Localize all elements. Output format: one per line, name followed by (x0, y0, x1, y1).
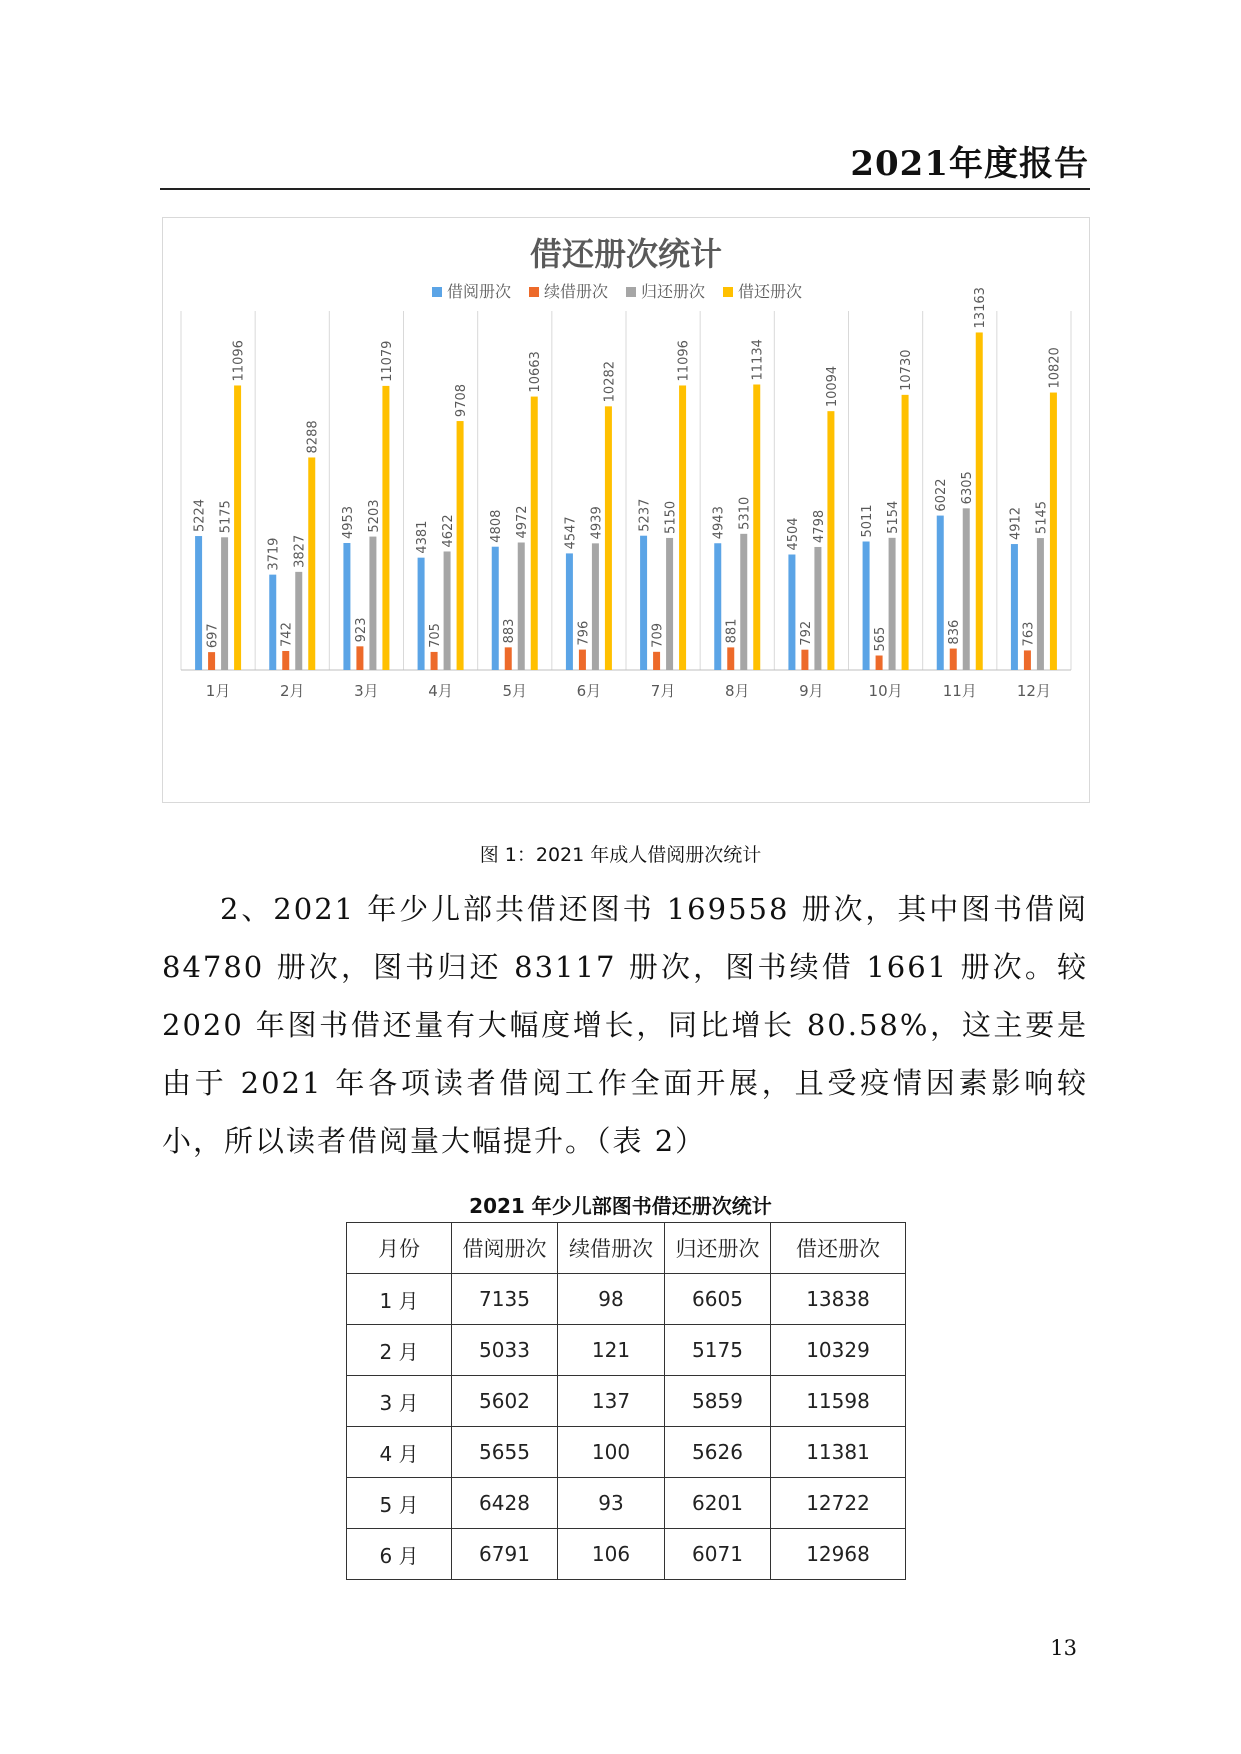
table-cell: 4 月 (347, 1427, 452, 1478)
legend-label: 续借册次 (544, 282, 609, 301)
table-row (347, 1427, 906, 1478)
data-label: 5154 (886, 500, 902, 534)
bar (343, 543, 350, 670)
bar (1024, 650, 1031, 670)
data-label: 742 (279, 622, 295, 647)
table-cell: 5 月 (347, 1478, 452, 1529)
x-tick-label: 8月 (724, 682, 750, 700)
data-label: 5237 (637, 498, 653, 532)
table-cell: 98 (558, 1274, 665, 1325)
data-label: 4912 (1008, 506, 1024, 541)
body-paragraph: 2、2021 年少儿部共借还图书 169558 册次，其中图书借阅 84780 册次，图书归还 83117 册次，图书续借 1661 册次。较 2020 年图书借还量有大幅度增长，同比增长 80.58%，这主要是由于 2021 年各项读者借阅工作全面开展，且受疫情因素影响较小，所以读者借阅量大幅提升。（表 2） (162, 892, 1088, 1158)
data-label: 4381 (415, 520, 431, 554)
table-cell: 12722 (771, 1478, 906, 1529)
table-cell: 12968 (771, 1529, 906, 1580)
bar (431, 652, 438, 670)
table-cell: 1 月 (347, 1274, 452, 1325)
table-cell: 2 月 (347, 1325, 452, 1376)
data-label: 5175 (218, 500, 234, 534)
table-row (347, 1376, 906, 1427)
data-label: 10094 (824, 365, 840, 408)
data-label: 697 (205, 623, 221, 649)
table-cell: 11598 (771, 1376, 906, 1427)
bar (753, 384, 760, 670)
data-label: 565 (873, 626, 889, 652)
table-cell: 106 (558, 1529, 665, 1580)
table-cell: 6605 (665, 1274, 771, 1325)
bar (295, 572, 302, 670)
bar (505, 647, 512, 670)
chart-plot-area (181, 287, 1071, 700)
data-label: 11134 (750, 339, 766, 381)
data-label: 4504 (785, 517, 801, 551)
table-cell: 5626 (665, 1427, 771, 1478)
table-title: 2021 年少儿部图书借还册次统计 (469, 1194, 772, 1218)
table-row (347, 1478, 906, 1529)
bar (382, 386, 389, 670)
data-label: 4939 (589, 506, 605, 540)
bar (282, 651, 289, 670)
data-label: 6022 (934, 478, 950, 512)
bar (566, 553, 573, 670)
bar (801, 650, 808, 670)
x-tick-label: 2月 (279, 682, 305, 700)
data-label: 11096 (231, 340, 247, 382)
borrow-return-chart (162, 217, 1090, 803)
header-return: 归还册次 (665, 1223, 771, 1274)
data-label: 4953 (340, 505, 356, 539)
chart-title: 借还册次统计 (529, 235, 723, 273)
x-tick-label: 9月 (799, 682, 824, 700)
header-divider (160, 188, 1090, 190)
x-tick-label: 4月 (428, 682, 453, 700)
data-label: 763 (1021, 621, 1037, 647)
data-label: 883 (502, 618, 518, 644)
bar (208, 652, 215, 670)
data-label: 923 (353, 617, 369, 643)
bar (679, 385, 686, 670)
chart-canvas (163, 218, 1089, 802)
bar (666, 538, 673, 670)
bar (814, 547, 821, 670)
bar (444, 551, 451, 670)
table-row (347, 1325, 906, 1376)
table-cell: 6071 (665, 1529, 771, 1580)
x-tick-label: 7月 (650, 682, 676, 700)
x-tick-label: 10月 (868, 682, 903, 700)
data-label: 10663 (528, 351, 544, 393)
data-label: 4943 (711, 506, 727, 540)
bar (195, 536, 202, 670)
table-cell: 100 (558, 1427, 665, 1478)
data-label: 792 (798, 620, 814, 646)
bar (1037, 538, 1044, 670)
data-label: 11079 (379, 340, 395, 382)
data-label: 836 (947, 619, 963, 645)
chart-legend (432, 282, 802, 301)
page-number: 13 (1050, 1636, 1077, 1660)
bar (902, 395, 909, 670)
legend-label: 归还册次 (641, 282, 706, 301)
bar (418, 558, 425, 670)
table-cell: 6428 (452, 1478, 558, 1529)
data-label: 13163 (973, 287, 989, 329)
table-cell: 6201 (665, 1478, 771, 1529)
report-header-title: 2021年度报告 (850, 144, 1089, 184)
bar (963, 508, 970, 670)
data-label: 9708 (454, 383, 470, 418)
table-header-row (347, 1223, 906, 1274)
legend-swatch (432, 287, 442, 297)
data-label: 8288 (305, 420, 321, 454)
bar (950, 649, 957, 670)
bar (827, 411, 834, 670)
bar (788, 555, 795, 670)
header-renew: 续借册次 (558, 1223, 665, 1274)
data-label: 10282 (602, 360, 618, 403)
table-cell: 11381 (771, 1427, 906, 1478)
data-label: 709 (650, 622, 666, 648)
data-label: 4622 (441, 514, 457, 548)
data-label: 881 (724, 618, 740, 644)
header-month: 月份 (347, 1223, 452, 1274)
x-tick-label: 6月 (576, 682, 602, 700)
data-label: 11096 (676, 340, 692, 382)
table-cell: 3 月 (347, 1376, 452, 1427)
bar (863, 542, 870, 670)
table-cell: 10329 (771, 1325, 906, 1376)
data-label: 5203 (366, 499, 382, 533)
data-label: 705 (428, 623, 444, 648)
data-label: 5310 (737, 496, 753, 530)
bar (369, 537, 376, 670)
header-borrow: 借阅册次 (452, 1223, 558, 1274)
data-label: 3719 (266, 537, 282, 571)
bar (356, 646, 363, 670)
table-cell: 7135 (452, 1274, 558, 1325)
bar (221, 537, 228, 670)
legend-swatch (626, 287, 636, 297)
figure-caption: 图 1：2021 年成人借阅册次统计 (479, 844, 762, 866)
x-tick-label: 3月 (354, 682, 379, 700)
data-label: 4547 (563, 516, 579, 550)
bar (976, 332, 983, 670)
table-cell: 137 (558, 1376, 665, 1427)
table-cell: 5655 (452, 1427, 558, 1478)
bar (876, 656, 883, 670)
table-cell: 6 月 (347, 1529, 452, 1580)
bar (727, 647, 734, 670)
bar (740, 534, 747, 670)
x-tick-label: 5月 (502, 682, 528, 700)
bar (592, 543, 599, 670)
bar (518, 543, 525, 670)
table-cell: 5859 (665, 1376, 771, 1427)
x-tick-label: 12月 (1016, 682, 1051, 700)
data-label: 4808 (489, 509, 505, 543)
kids-borrow-table (346, 1222, 906, 1580)
x-tick-label: 11月 (942, 682, 977, 700)
data-label: 5011 (860, 504, 876, 538)
header-total: 借还册次 (771, 1223, 906, 1274)
bar (640, 536, 647, 670)
table-cell: 93 (558, 1478, 665, 1529)
table-row (347, 1274, 906, 1325)
table-cell: 6791 (452, 1529, 558, 1580)
legend-label: 借还册次 (738, 282, 803, 301)
table-cell: 121 (558, 1325, 665, 1376)
bar (653, 652, 660, 670)
legend-swatch (723, 287, 733, 297)
table-cell: 5033 (452, 1325, 558, 1376)
bar (1011, 544, 1018, 670)
data-label: 5145 (1034, 500, 1050, 535)
table-row (347, 1529, 906, 1580)
bar (605, 406, 612, 670)
x-tick-label: 1月 (205, 682, 231, 700)
bar (492, 547, 499, 670)
table-cell: 5175 (665, 1325, 771, 1376)
bar (531, 397, 538, 670)
data-label: 4972 (515, 505, 531, 539)
table-cell: 5602 (452, 1376, 558, 1427)
data-label: 10730 (899, 349, 915, 391)
bar (579, 650, 586, 670)
data-label: 6305 (960, 471, 976, 505)
data-label: 5224 (192, 498, 208, 533)
bar (308, 457, 315, 670)
legend-swatch (529, 287, 539, 297)
bar (889, 538, 896, 670)
bar (457, 421, 464, 670)
data-label: 10820 (1047, 347, 1063, 389)
data-label: 3827 (292, 534, 308, 568)
bar (714, 543, 721, 670)
bar (269, 575, 276, 670)
bar (937, 516, 944, 670)
legend-label: 借阅册次 (447, 282, 512, 301)
data-label: 5150 (663, 500, 679, 534)
table-cell: 13838 (771, 1274, 906, 1325)
data-label: 4798 (811, 509, 827, 543)
data-label: 796 (576, 620, 592, 646)
bar (1050, 393, 1057, 670)
bar (234, 385, 241, 670)
